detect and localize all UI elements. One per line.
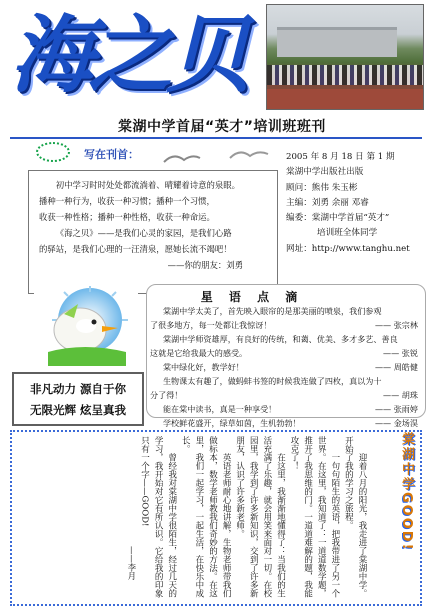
intro-box bbox=[28, 170, 278, 294]
issue-info bbox=[286, 150, 426, 257]
quote-line: 了很多地方，每一处都让我惊讶！ —— 张宗林 bbox=[150, 318, 422, 332]
quote-line: 学校鲜花盛开，绿草如茵，生机勃勃！ —— 金场淏 bbox=[150, 416, 422, 430]
photo-crowd bbox=[267, 65, 424, 85]
quote-line: 生物课太有趣了，做蚂蚌书签的时候我连做了四枚，真以为十 bbox=[162, 376, 382, 386]
intro-line: 收获一种性格；播种一种性格，收获一种命运。 bbox=[39, 212, 215, 222]
intro-line: 初中学习时时处处都流淌着、晴耀着诗意的泉眼。 bbox=[55, 180, 241, 190]
publisher: 棠湖中学出版社出版 bbox=[286, 167, 364, 178]
intro-label: 写在刊首： bbox=[84, 148, 139, 161]
quote-line: 分了得！ —— 胡珠 bbox=[150, 388, 422, 402]
article-paragraph: 在这里，我渐渐地懂得了：当我们的生活充满了乐趣，就会用笑来面对一切。在校园里，我学到了许多新知识，交到了许多新朋友，认识了许多新老师。 bbox=[234, 436, 286, 598]
photo-building bbox=[277, 27, 397, 57]
photo-track bbox=[267, 89, 424, 110]
motto-line: 无限光辉 炫呈真我 bbox=[29, 403, 126, 417]
article-paragraph: 曾经我对棠湖中学很陌生，经过几天的学习，我开始对它有所认识。它给我的印象只有一个字——GOOD! bbox=[139, 436, 177, 598]
masthead-title: 海之贝 bbox=[10, 5, 245, 104]
group-photo bbox=[266, 4, 424, 110]
intro-line: 《海之贝》——是我们心灵的家园，是我们心路 bbox=[55, 228, 232, 238]
intro-signature: ——你的朋友：刘勇 bbox=[167, 260, 243, 270]
birds-icon bbox=[160, 144, 280, 170]
issue-date: 2005 年 8 月 18 日 第 1 期 bbox=[286, 152, 395, 162]
article-label: 棠湖中学GOOD! bbox=[399, 432, 414, 552]
article-signature: ——李月 bbox=[125, 546, 136, 580]
quote-author: —— 周皓健 bbox=[374, 362, 418, 372]
advisers: 顾问：熊伟 朱玉彬 bbox=[286, 182, 358, 193]
quote-line: 棠湖中学师资雄厚，有良好的传统，和蔼、优美、多才多艺、善良 bbox=[162, 334, 398, 344]
quote-author: —— 胡珠 bbox=[383, 390, 418, 400]
quote-author: —— 张锐 bbox=[383, 348, 418, 358]
dotted-ellipse-icon bbox=[36, 142, 70, 162]
article-paragraph: 英语老师耐心地讲解，生物老师带我们做标本，数学老师教我们奇妙的方法。在这里，我们一起学习，一起生活，在快乐中成长。 bbox=[180, 436, 232, 598]
quote-line: 棠中绿化好，教学好！ —— 周皓健 bbox=[150, 360, 422, 374]
intro-line: 播种一种行为，收获一种习惯；播种一个习惯， bbox=[39, 196, 215, 206]
header-divider bbox=[10, 137, 422, 139]
article-paragraph: 一句句陌生的英语，把我带进了另一个世界。在这里，我知道了：一道道数学题，推开了我思维的门。一道道难解的题，我能攻克了！ bbox=[289, 436, 340, 598]
compiler: 编委：棠湖中学首届“英才” bbox=[286, 213, 390, 224]
article-paragraph: 迎着八月的阳光，我走进了棠湖中学。开始了我的学习之旅程。 bbox=[343, 436, 367, 598]
quote-author: —— 张宗林 bbox=[374, 320, 418, 330]
article-text bbox=[30, 436, 368, 602]
intro-line: 的驿站，是我们心理的一汪清泉，愿她长流不竭吧！ bbox=[39, 244, 232, 254]
quote-author: —— 张雨婷 bbox=[374, 404, 418, 414]
chick-cartoon-icon bbox=[34, 286, 138, 366]
quote-line: 这就是它给我最大的感受。 —— 张锐 bbox=[150, 346, 422, 360]
motto-line: 非凡动力 源自于你 bbox=[29, 382, 126, 396]
motto-box bbox=[12, 372, 144, 426]
star-quotes-heading: 星 语 点 滴 bbox=[200, 290, 304, 304]
star-quotes-list bbox=[150, 304, 422, 430]
quote-line: 能在棠中读书，真是一种享受！ —— 张雨婷 bbox=[150, 402, 422, 416]
website[interactable]: 网址：http://www.tanghu.net bbox=[286, 243, 410, 254]
newsletter-subtitle: 棠湖中学首届“英才”培训班班刊 bbox=[118, 119, 326, 135]
compiler-continued: 培训班全体同学 bbox=[317, 228, 378, 239]
quote-line: 棠湖中学太美了，首先映入眼帘的是那美丽的喷泉，我们参观 bbox=[162, 306, 382, 316]
editors: 主编：刘勇 余丽 邓睿 bbox=[286, 197, 369, 208]
quote-author: —— 金场淏 bbox=[374, 418, 418, 428]
